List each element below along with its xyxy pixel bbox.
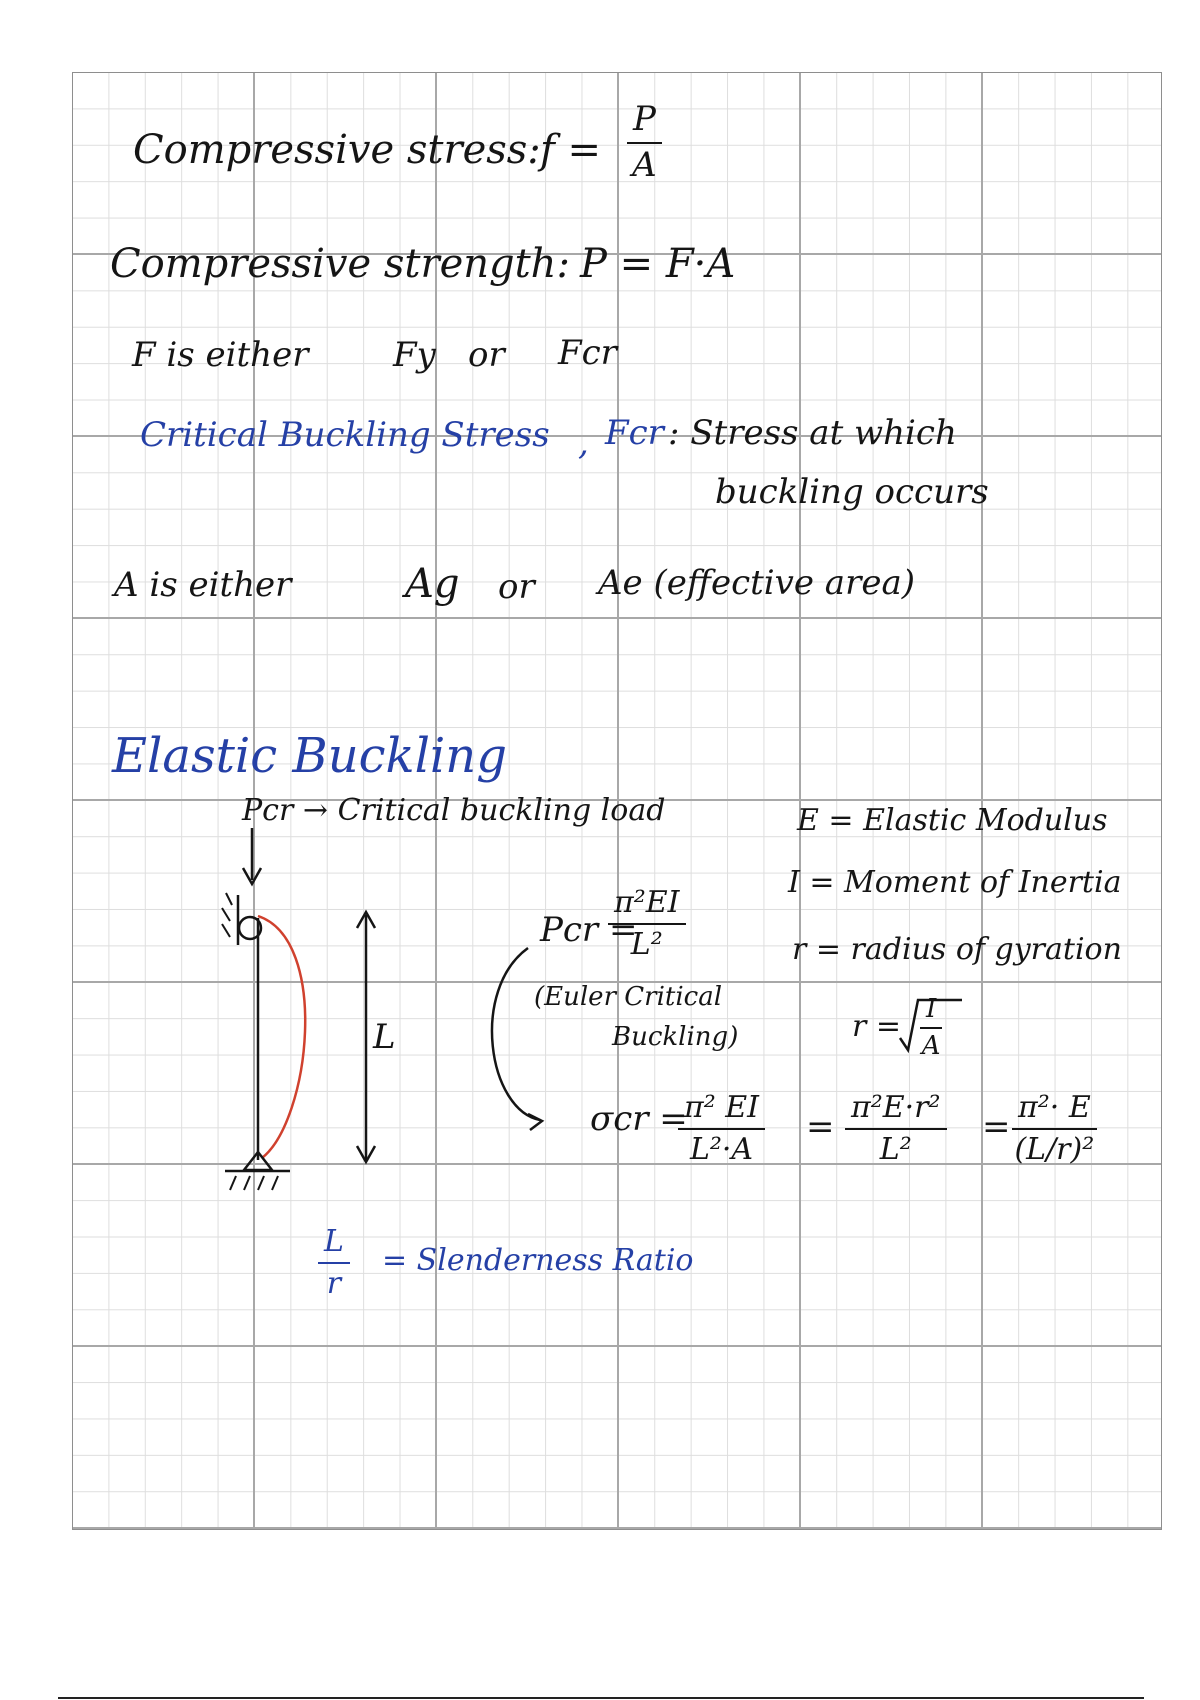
- fy-symbol: Fy: [393, 335, 436, 375]
- ground-hatch: [230, 1176, 236, 1190]
- euler-fraction: [608, 887, 686, 960]
- sigma-equals-1: =: [806, 1107, 835, 1147]
- slenderness-numerator: L: [318, 1226, 350, 1264]
- connector-arrowhead: [528, 1114, 542, 1130]
- sigma-equals-2: =: [982, 1107, 1011, 1147]
- sigma-f1-denominator: L²·A: [689, 1131, 754, 1167]
- sigma-f3-numerator: π²· E: [1012, 1092, 1097, 1130]
- def-elastic-modulus: E = Elastic Modulus: [797, 803, 1108, 838]
- critical-desc-line1: : Stress at which: [668, 413, 957, 453]
- euler-note-line2: Buckling): [612, 1022, 739, 1052]
- pcr-note-arrow: →: [302, 793, 329, 828]
- ae-effective-area: Ae (effective area): [598, 563, 915, 603]
- ag-symbol: Ag: [405, 561, 460, 607]
- roller-hatch: [226, 893, 232, 905]
- pcr-note-text: Critical buckling load: [337, 793, 666, 828]
- critical-buckling-label: Critical Buckling Stress: [140, 415, 550, 455]
- slenderness-ratio-text: = Slenderness Ratio: [382, 1243, 694, 1278]
- roller-hatch: [222, 924, 230, 937]
- compressive-stress-label: Compressive stress:: [133, 127, 541, 173]
- stress-denominator: A: [632, 144, 657, 185]
- euler-denominator: L²: [630, 926, 663, 962]
- fcr-symbol: Fcr: [558, 333, 617, 373]
- roller-hatch: [222, 908, 230, 921]
- r-formula-lhs: r =: [852, 1009, 902, 1044]
- f-or-text: or: [468, 335, 505, 375]
- stress-lhs: f =: [540, 127, 602, 173]
- ground-hatch: [244, 1176, 250, 1190]
- euler-note-line1: (Euler Critical: [534, 982, 723, 1012]
- buckled-shape-curve: [258, 916, 305, 1158]
- euler-lhs: Pcr =: [540, 910, 638, 950]
- sigma-f2-numerator: π²E·r²: [845, 1092, 947, 1130]
- strength-equation: P = F·A: [580, 241, 736, 287]
- euler-to-sigma-connector: [492, 948, 540, 1120]
- compressive-strength-label: Compressive strength:: [110, 241, 570, 287]
- sigma-f1-numerator: π² EI: [678, 1092, 765, 1130]
- ground-hatch: [258, 1176, 264, 1190]
- stress-numerator: P: [627, 102, 662, 144]
- sigma-fraction-3: [1012, 1092, 1097, 1165]
- r-formula-fraction: [920, 996, 942, 1061]
- a-or-text: or: [498, 567, 535, 607]
- slenderness-fraction: [318, 1226, 350, 1299]
- fcr-critical-symbol: Fcr: [605, 413, 664, 453]
- def-moment-of-inertia: I = Moment of Inertia: [788, 865, 1122, 900]
- sigma-f2-denominator: L²: [879, 1131, 912, 1167]
- bottom-rule: [58, 1697, 1144, 1699]
- length-label: L: [373, 1017, 396, 1057]
- sigma-fraction-2: [845, 1092, 947, 1165]
- f-either-text: F is either: [132, 335, 309, 375]
- r-formula-numerator: I: [920, 996, 942, 1029]
- a-either-text: A is either: [114, 565, 292, 605]
- slenderness-denominator: r: [326, 1265, 342, 1301]
- r-formula-denominator: A: [921, 1031, 941, 1062]
- sigma-f3-denominator: (L/r)²: [1014, 1131, 1095, 1167]
- sigma-lhs: σcr =: [590, 1099, 688, 1139]
- elastic-buckling-heading: Elastic Buckling: [112, 728, 507, 784]
- ground-hatch: [272, 1176, 278, 1190]
- critical-separator: ,: [578, 423, 589, 463]
- sigma-fraction-1: [678, 1092, 765, 1165]
- pcr-note-symbol: Pcr: [242, 793, 294, 828]
- euler-numerator: π²EI: [608, 887, 686, 925]
- def-radius-of-gyration: r = radius of gyration: [792, 932, 1122, 967]
- critical-desc-line2: buckling occurs: [715, 472, 989, 512]
